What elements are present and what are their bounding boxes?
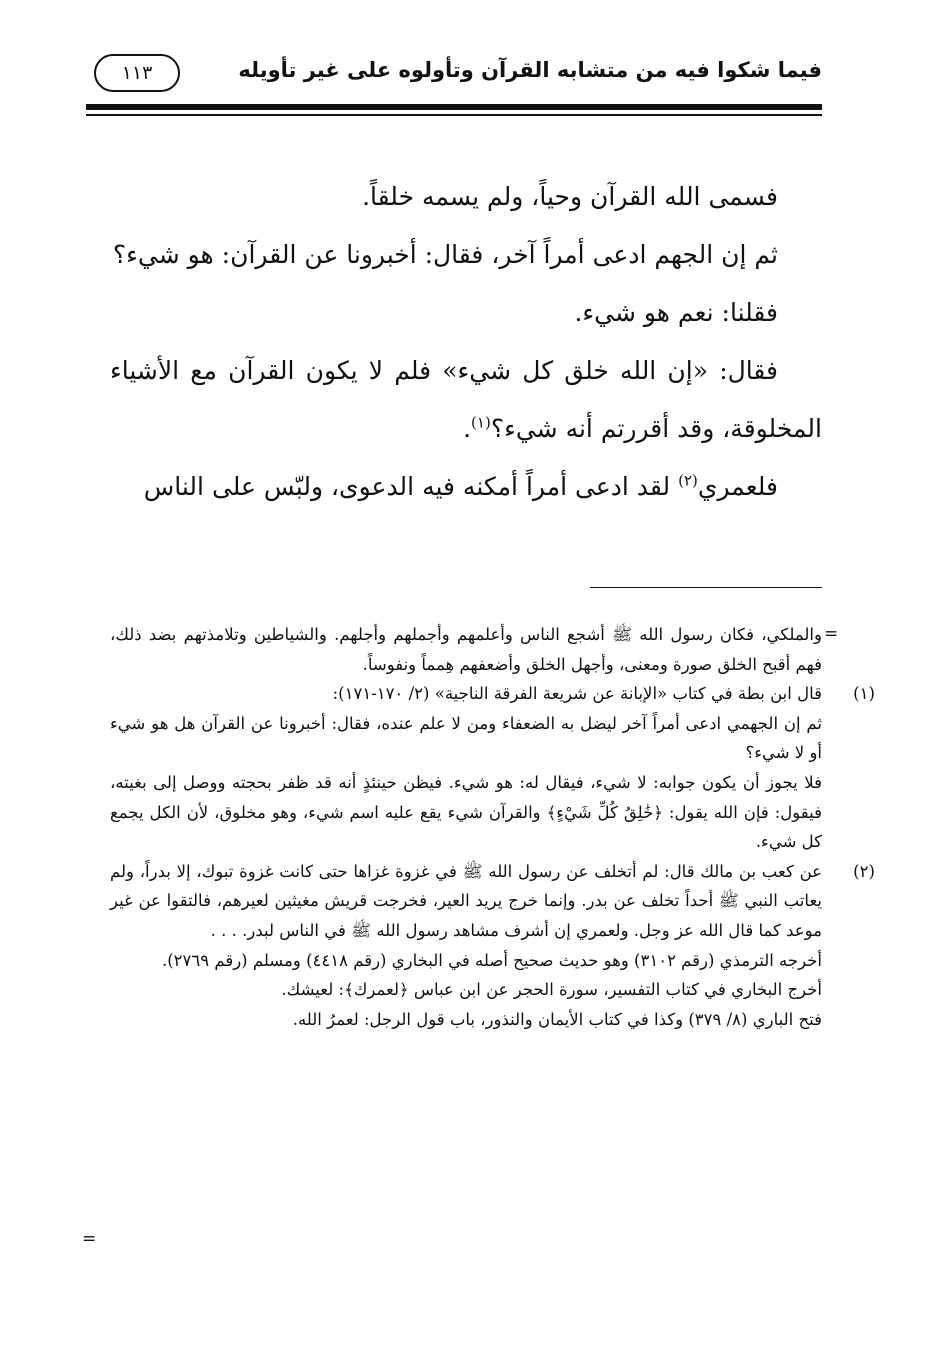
footnote-1-line-1: قال ابن بطة في كتاب «الإبانة عن شريعة الفرقة الناجية» (٢/ ١٧٠-١٧١): [332, 684, 822, 704]
header-rule-thick [86, 104, 822, 110]
main-paragraph-3: فقلنا: نعم هو شيء. [574, 298, 778, 327]
footnote-continuation [110, 620, 822, 679]
footnote-separator [590, 587, 822, 588]
footnote-1-line-3: فلا يجوز أن يكون جوابه: لا شيء، فيقال له: هو شيء. فيظن حينئذٍ أنه قد ظفر بحجته ووصل إلى بغيته، فيقول: فإن الله يقول: ﴿خَٰلِقُ كُلِّ شَيْءٍ﴾ والقرآن شيء يقع عليه اسم شيء، وهو مخلوق، لأن الكل يجمع كل شيء. [110, 772, 822, 852]
footnote-ref-1[interactable]: (١) [471, 413, 491, 432]
footnotes [110, 620, 875, 1034]
footnote-continuation-text: والملكي، فكان رسول الله ﷺ أشجع الناس وأعلمهم وأجملهم وأجلهم. والشياطين وتلامذتهم بضد ذلك، فهم أقبح الخلق صورة ومعنى، وأجهل الخلق وأضعفهم هِمماً ونفوساً. [110, 625, 822, 674]
header-title: فيما شكوا فيه من متشابه القرآن وتأولوه على غير تأويله [238, 58, 822, 82]
main-paragraph-5-text: لقد ادعى أمراً أمكنه فيه الدعوى، ولبّس على الناس [143, 472, 671, 501]
main-paragraph-2: ثم إن الجهم ادعى أمراً آخر، فقال: أخبرونا عن القرآن: هو شيء؟ [112, 240, 778, 269]
main-paragraph-5 [110, 458, 822, 516]
footnote-1 [110, 679, 875, 857]
main-paragraph-5-start: فلعمري [697, 472, 778, 501]
footnote-2-number: (٢) [853, 861, 875, 881]
continuation-mark-bottom: = [82, 1229, 97, 1249]
footnote-1-line-2: ثم إن الجهمي ادعى أمراً آخر ليضل به الضعفاء ومن لا علم عنده، فقال: أخبرونا عن القرآن هل هو شيء أو لا شيء؟ [110, 713, 822, 763]
main-paragraph-1: فسمى الله القرآن وحياً، ولم يسمه خلقاً. [362, 182, 778, 211]
footnote-2-line-3: أخرج البخاري في كتاب التفسير، سورة الحجر عن ابن عباس ﴿لعمرك﴾: لعيشك. [281, 980, 822, 1000]
continuation-mark-top: = [824, 624, 839, 644]
main-paragraph-4-end: . [463, 414, 472, 443]
main-paragraph-4-text: فقال: «إن الله خلق كل شيء» فلم لا يكون القرآن مع الأشياء المخلوقة، وقد أقررتم أنه شيء؟ [110, 356, 822, 443]
footnote-2-line-1: عن كعب بن مالك قال: لم أتخلف عن رسول الله ﷺ في غزوة غزاها حتى كانت غزوة تبوك، إلا بدراً، ولم يعاتب النبي ﷺ أحداً تخلف عن بدر. وإنما خرج يريد العير، فخرجت قريش مغيثين لعيرهم، فالتقوا عن غير موعد كما قال الله عز وجل. ولعمري إن أشرف مشاهد رسول الله ﷺ في الناس لبدر. . . . [110, 861, 822, 940]
footnote-2-line-4: فتح الباري (٨/ ٣٧٩) وكذا في كتاب الأيمان والنذور، باب قول الرجل: لعمرُ الله. [292, 1009, 822, 1029]
footnote-2 [110, 857, 875, 1035]
page-number: ١١٣ [94, 54, 180, 92]
running-header [86, 48, 822, 100]
footnote-ref-2[interactable]: (٢) [678, 471, 698, 490]
footnote-1-number: (١) [853, 684, 875, 704]
main-paragraph-4 [110, 342, 822, 458]
header-rule-thin [86, 114, 822, 116]
footnote-2-line-2: أخرجه الترمذي (رقم ٣١٠٢) وهو حديث صحيح أصله في البخاري (رقم ٤٤١٨) ومسلم (رقم ٢٧٦٩). [161, 950, 822, 970]
main-text [110, 168, 822, 516]
